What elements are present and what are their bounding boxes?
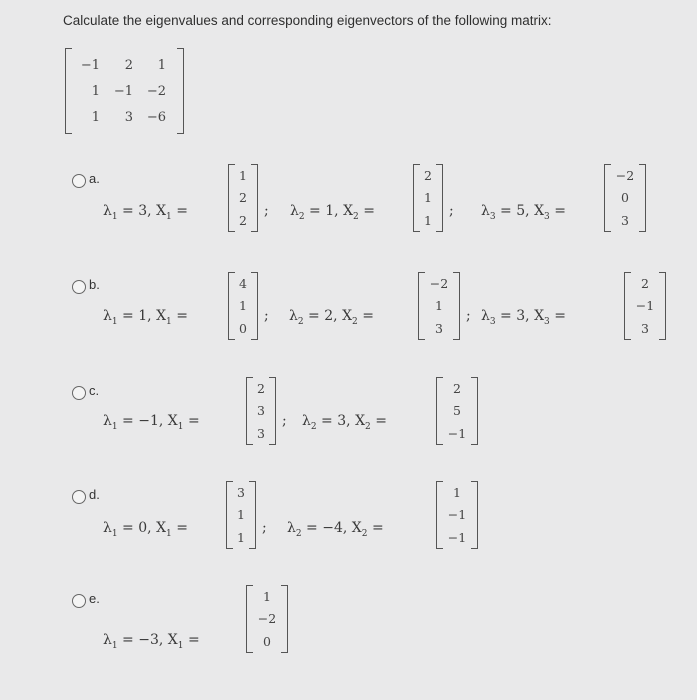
eigenvalue: 1 xyxy=(325,203,335,219)
eigenvector-index: 3 xyxy=(544,211,550,222)
eigenvalue: 2 xyxy=(324,308,334,324)
x-symbol: X xyxy=(534,308,545,324)
option-letter: d. xyxy=(89,487,100,502)
vector-entry: 0 xyxy=(239,321,247,337)
option-letter: e. xyxy=(89,591,100,606)
option-radio-2[interactable] xyxy=(72,280,86,294)
x-symbol: X xyxy=(156,308,167,324)
eigen-pair-expression: $\lambda_1 = -1$, $X_1$ = xyxy=(103,413,200,432)
vector-entry: 4 xyxy=(239,275,247,291)
vector-entry: 0 xyxy=(621,190,629,206)
eigen-pair-expression: $\lambda_1 = -3$, $X_1$ = xyxy=(103,632,200,651)
eigenvalue: 0 xyxy=(138,520,148,536)
vector-entry: −2 xyxy=(257,611,277,627)
eigenvector-index: 2 xyxy=(352,316,358,327)
vector-entry: 1 xyxy=(424,213,432,229)
vector-entry: 1 xyxy=(263,588,271,604)
lambda-symbol: λ xyxy=(287,520,296,536)
option-letter: c. xyxy=(89,383,100,398)
option-radio-5[interactable] xyxy=(72,594,86,608)
vector-entry: 1 xyxy=(237,507,245,523)
eigen-pair-expression: $\lambda_1 = 3$, $X_1$ = xyxy=(103,203,188,222)
eigenvector-matrix xyxy=(228,272,258,340)
eigenvector-index: 1 xyxy=(166,316,172,327)
x-symbol: X xyxy=(167,413,178,429)
eigenvalue-index: 2 xyxy=(298,211,305,222)
x-symbol: X xyxy=(156,203,167,219)
eigen-pair-expression: $\lambda_2 = -4$, $X_2$ = xyxy=(287,520,384,539)
pair-separator: ; xyxy=(449,203,454,219)
eigenvector-index: 1 xyxy=(177,421,184,432)
vector-entry: −1 xyxy=(447,507,467,523)
vector-entry: 2 xyxy=(641,275,649,291)
lambda-symbol: λ xyxy=(103,308,112,324)
eigenvector-matrix xyxy=(228,164,258,232)
eigen-pair-expression: $\lambda_2 = 3$, $X_2$ = xyxy=(302,413,387,432)
eigenvalue: −3 xyxy=(138,632,159,648)
eigenvector-index: 3 xyxy=(544,316,550,327)
matrix-cell: −2 xyxy=(146,83,166,99)
eigenvector-matrix xyxy=(436,377,478,445)
option-radio-3[interactable] xyxy=(72,386,86,400)
vector-entry: 3 xyxy=(641,321,649,337)
matrix-cell: 1 xyxy=(157,57,166,73)
vector-entry: 1 xyxy=(239,298,247,314)
eigenvector-matrix xyxy=(604,164,646,232)
lambda-symbol: λ xyxy=(103,632,112,648)
vector-entry: −2 xyxy=(429,275,449,291)
eigenvector-matrix xyxy=(418,272,460,340)
eigen-pair-expression: $\lambda_1 = 0$, $X_1$ = xyxy=(103,520,188,539)
given-matrix xyxy=(67,52,182,130)
vector-entry: 1 xyxy=(237,530,245,546)
eigenvalue-index: 2 xyxy=(295,528,302,539)
vector-entry: −1 xyxy=(635,298,655,314)
eigenvector-matrix xyxy=(624,272,666,340)
eigenvalue-index: 2 xyxy=(310,421,317,432)
pair-separator: ; xyxy=(282,413,287,429)
lambda-symbol: λ xyxy=(289,308,298,324)
matrix-cell: −1 xyxy=(113,83,133,99)
pair-separator: ; xyxy=(262,520,267,536)
matrix-cell: −1 xyxy=(80,57,100,73)
lambda-symbol: λ xyxy=(290,203,299,219)
option-radio-1[interactable] xyxy=(72,174,86,188)
eigenvector-matrix xyxy=(226,481,256,549)
vector-entry: 2 xyxy=(453,380,461,396)
question-text: Calculate the eigenvalues and corresponding eigenvectors of the following matrix: xyxy=(63,13,552,28)
matrix-cell: 2 xyxy=(124,57,133,73)
vector-entry: 2 xyxy=(257,380,265,396)
lambda-symbol: λ xyxy=(481,308,490,324)
eigen-pair-expression: $\lambda_3 = 3$, $X_3$ = xyxy=(481,308,566,327)
vector-entry: 2 xyxy=(424,167,432,183)
eigenvalue-index: 1 xyxy=(111,211,118,222)
eigen-pair-expression: $\lambda_1 = 1$, $X_1$ = xyxy=(103,308,188,327)
x-symbol: X xyxy=(534,203,545,219)
eigenvalue-index: 2 xyxy=(297,316,304,327)
eigenvalue: 1 xyxy=(138,308,148,324)
eigenvector-index: 1 xyxy=(166,211,172,222)
vector-entry: 0 xyxy=(263,634,271,650)
matrix-cell: 1 xyxy=(91,83,100,99)
vector-entry: 5 xyxy=(453,403,461,419)
vector-entry: 1 xyxy=(424,190,432,206)
eigen-pair-expression: $\lambda_3 = 5$, $X_3$ = xyxy=(481,203,566,222)
vector-entry: 1 xyxy=(435,298,443,314)
x-symbol: X xyxy=(156,520,167,536)
eigenvalue-index: 1 xyxy=(111,316,118,327)
lambda-symbol: λ xyxy=(103,520,112,536)
eigenvector-matrix xyxy=(246,377,276,445)
pair-separator: ; xyxy=(264,308,269,324)
eigenvector-matrix xyxy=(436,481,478,549)
matrix-cell: 3 xyxy=(124,109,133,125)
x-symbol: X xyxy=(167,632,178,648)
eigen-pair-expression: $\lambda_2 = 2$, $X_2$ = xyxy=(289,308,374,327)
x-symbol: X xyxy=(343,203,354,219)
eigenvalue-index: 1 xyxy=(111,640,118,651)
vector-entry: 3 xyxy=(257,403,265,419)
eigenvector-index: 1 xyxy=(166,528,172,539)
eigenvalue: 3 xyxy=(138,203,148,219)
eigenvalue: 3 xyxy=(337,413,347,429)
eigenvalue-index: 3 xyxy=(489,211,496,222)
lambda-symbol: λ xyxy=(103,413,112,429)
eigenvalue: −1 xyxy=(138,413,159,429)
x-symbol: X xyxy=(355,413,366,429)
vector-entry: −2 xyxy=(615,167,635,183)
lambda-symbol: λ xyxy=(481,203,490,219)
vector-entry: −1 xyxy=(447,530,467,546)
eigenvector-matrix xyxy=(246,585,288,653)
x-symbol: X xyxy=(342,308,353,324)
x-symbol: X xyxy=(351,520,362,536)
vector-entry: 1 xyxy=(239,167,247,183)
eigenvalue: −4 xyxy=(322,520,343,536)
eigen-pair-expression: $\lambda_2 = 1$, $X_2$ = xyxy=(290,203,375,222)
eigenvector-index: 2 xyxy=(353,211,359,222)
pair-separator: ; xyxy=(264,203,269,219)
option-letter: b. xyxy=(89,277,100,292)
eigenvalue-index: 3 xyxy=(489,316,496,327)
vector-entry: 3 xyxy=(435,321,443,337)
eigenvalue: 5 xyxy=(516,203,526,219)
vector-entry: 3 xyxy=(621,213,629,229)
lambda-symbol: λ xyxy=(302,413,311,429)
vector-entry: 3 xyxy=(237,484,245,500)
eigenvector-index: 2 xyxy=(365,421,371,432)
eigenvalue: 3 xyxy=(516,308,526,324)
option-radio-4[interactable] xyxy=(72,490,86,504)
eigenvector-index: 2 xyxy=(361,528,368,539)
eigenvalue-index: 1 xyxy=(111,421,118,432)
vector-entry: 3 xyxy=(257,426,265,442)
matrix-cell: 1 xyxy=(91,109,100,125)
vector-entry: 2 xyxy=(239,190,247,206)
option-letter: a. xyxy=(89,171,100,186)
matrix-cell: −6 xyxy=(146,109,166,125)
vector-entry: −1 xyxy=(447,426,467,442)
vector-entry: 2 xyxy=(239,213,247,229)
lambda-symbol: λ xyxy=(103,203,112,219)
vector-entry: 1 xyxy=(453,484,461,500)
pair-separator: ; xyxy=(466,308,471,324)
eigenvector-index: 1 xyxy=(177,640,184,651)
eigenvalue-index: 1 xyxy=(111,528,118,539)
eigenvector-matrix xyxy=(413,164,443,232)
